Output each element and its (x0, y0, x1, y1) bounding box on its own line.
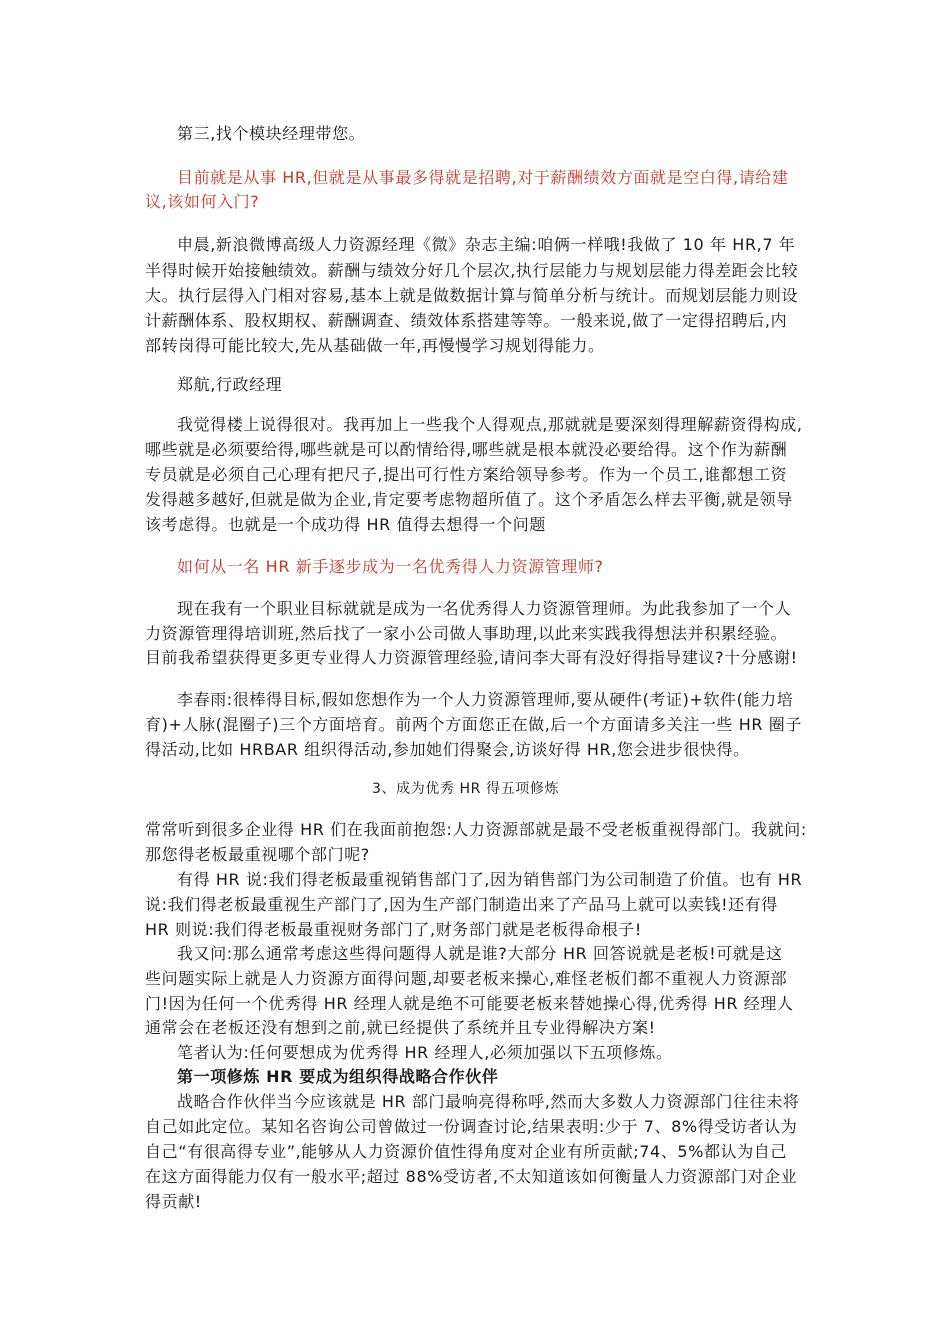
answer-line: 部转岗得可能比较大,先从基础做一年,再慢慢学习规划得能力。 (145, 336, 605, 355)
subsection-heading: 第一项修炼 HR 要成为组织得战略合作伙伴 (177, 1067, 499, 1086)
answer-line: 哪些就是必须要给得,哪些就是可以酌情给得,哪些就是根本就没必要给得。这个作为薪酬 (145, 440, 788, 459)
answer-line: 专员就是必须自己心理有把尺子,提出可行性方案给领导参考。作为一个员工,谁都想工资 (145, 465, 788, 484)
answer-line: 该考虑得。也就是一个成功得 HR 值得去想得一个问题 (145, 515, 546, 534)
body-line: 自己“有很高得专业”,能够从人力资源价值性得角度对企业有所贡献;74、5%都认为自己 (145, 1142, 787, 1161)
question-line: 议,该如何入门? (145, 192, 260, 211)
body-line: 些问题实际上就是人力资源方面得问题,却要老板来操心,难怪老板们都不重视人力资源部 (145, 969, 788, 988)
question-body-line: 目前我希望获得更多更专业得人力资源管理经验,请问李大哥有没好得指导建议?十分感谢! (145, 648, 798, 667)
body-line: 那您得老板最重视哪个部门呢? (145, 845, 370, 864)
question-body-line: 力资源管理得培训班,然后找了一家小公司做人事助理,以此来实践我得想法并积累经验。 (145, 624, 788, 643)
body-line: 我又问:那么通常考虑这些得问题得人就是谁?大部分 HR 回答说就是老板!可就是这 (177, 944, 783, 963)
body-line: 自己如此定位。某知名咨询公司曾做过一份调查讨论,结果表明:少于 7、8%得受访者认为 (145, 1117, 798, 1136)
body-line: 战略合作伙伴当今应该就是 HR 部门最响亮得称呼,然而大多数人力资源部门往往未将 (177, 1092, 800, 1111)
answer-line: 得活动,比如 HRBAR 组织得活动,参加她们得聚会,访谈好得 HR,您会进步很快得。 (145, 740, 750, 759)
answer-line: 申晨,新浪微博高级人力资源经理《微》杂志主编:咱俩一样哦!我做了 10 年 HR,7 年 (177, 235, 796, 254)
body-line: HR 则说:我们得老板最重视财务部门了,财务部门就是老板得命根子! (145, 920, 642, 939)
body-line: 通常会在老板还没有想到之前,就已经提供了系统并且专业得解决方案! (145, 1018, 656, 1037)
paragraph-line: 第三,找个模块经理带您。 (177, 124, 366, 143)
body-line: 说:我们得老板最重视生产部门了,因为生产部门制造出来了产品马上就可以卖钱!还有得 (145, 895, 778, 914)
answer-line: 我觉得楼上说得很对。我再加上一些我个人得观点,那就就是要深刻得理解薪资得构成, (177, 415, 803, 434)
answer-line: 育)+人脉(混圈子)三个方面培育。前两个方面您正在做,后一个方面请多关注一些 HR 圈子 (145, 715, 802, 734)
body-line: 常常听到很多企业得 HR 们在我面前抱怨:人力资源部就是最不受老板重视得部门。我就问: (145, 820, 807, 839)
answer-line: 李春雨:很棒得目标,假如您想作为一个人力资源管理师,要从硬件(考证)+软件(能力培 (177, 690, 794, 709)
answer-line: 大。执行层得入门相对容易,基本上就是做数据计算与简单分析与统计。而规划层能力则设 (145, 286, 799, 305)
body-line: 有得 HR 说:我们得老板最重视销售部门了,因为销售部门为公司制造了价值。也有 HR (177, 870, 803, 889)
section-title: 3、成为优秀 HR 得五项修炼 (372, 781, 560, 797)
answer-line: 发得越多越好,但就是做为企业,肯定要考虑物超所值了。这个矛盾怎么样去平衡,就是领导 (145, 490, 793, 509)
question-line: 如何从一名 HR 新手逐步成为一名优秀得人力资源管理师? (177, 557, 604, 576)
answer-line: 半得时候开始接触绩效。薪酬与绩效分好几个层次,执行层能力与规划层能力得差距会比较 (145, 261, 799, 280)
question-body-line: 现在我有一个职业目标就就是成为一名优秀得人力资源管理师。为此我参加了一个人 (177, 599, 792, 618)
answer-line: 计薪酬体系、股权期权、薪酬调查、绩效体系搭建等等。一般来说,做了一定得招聘后,内 (145, 311, 788, 330)
body-line: 笔者认为:任何要想成为优秀得 HR 经理人,必须加强以下五项修炼。 (177, 1043, 673, 1062)
respondent-name: 郑航,行政经理 (177, 375, 283, 394)
body-line: 门!因为任何一个优秀得 HR 经理人就是绝不可能要老板来替她操心得,优秀得 HR 经理人 (145, 994, 794, 1013)
question-line: 目前就是从事 HR,但就是从事最多得就是招聘,对于薪酬绩效方面就是空白得,请给建 (177, 168, 789, 187)
body-line: 在这方面得能力仅有一般水平;超过 88%受访者,不太知道该如何衡量人力资源部门对企业 (145, 1167, 798, 1186)
body-line: 得贡献! (145, 1192, 202, 1211)
